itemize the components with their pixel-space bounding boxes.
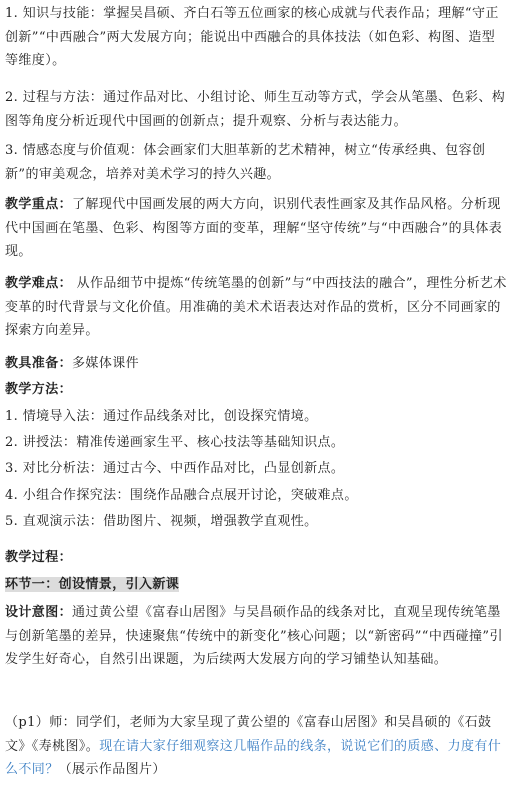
method-item: 1. 情境导入法：通过作品线条对比，创设探究情境。 — [5, 409, 318, 424]
section-one-title-row — [5, 573, 507, 597]
teacher-line-prefix: （p1）师：同学们，老师为大家呈现了黄公望的《富春山居图》和吴昌硕的《石鼓文》《寿桃图》。 — [5, 715, 492, 754]
key-points — [5, 193, 507, 264]
objective-process: 2. 过程与方法：通过作品对比、小组讨论、师生互动等方式，学会从笔墨、色彩、构图等角度分析近现代中国画的创新点；提升观察、分析与表达能力。 — [5, 90, 506, 129]
method-item: 4. 小组合作探究法：围绕作品融合点展开讨论，突破难点。 — [5, 488, 358, 503]
teacher-question: 现在请大家仔细观察这几幅作品的线条，说说它们的质感、力度有什么不同？ — [5, 738, 502, 777]
difficulties — [5, 272, 507, 343]
key-points-label: 教学重点： — [5, 197, 73, 212]
materials-label: 教具准备： — [5, 356, 73, 371]
teacher-line-suffix: （展示作品图片） — [58, 762, 166, 777]
materials-text: 多媒体课件 — [72, 356, 140, 371]
key-points-text: 了解现代中国画发展的两大方向，识别代表性画家及其作品风格。分析现代中国画在笔墨、色彩、构图等方面的变革，理解“坚守传统”与“中西融合”的具体表现。 — [5, 197, 503, 259]
method-item: 2. 讲授法：精准传递画家生平、核心技法等基础知识点。 — [5, 435, 345, 450]
design-intent — [5, 601, 507, 672]
design-intent-text: 通过黄公望《富春山居图》与吴昌硕作品的线条对比，直观呈现传统笔墨与创新笔墨的差异，快速聚焦“传统中的新变化”核心问题；以“新密码”“中西碰撞”引发学生好奇心，自然引出课题，为后续两大发展方向的学习铺垫认知基础。 — [5, 605, 503, 667]
design-intent-label: 设计意图： — [5, 605, 73, 620]
method-item: 5. 直观演示法：借助图片、视频，增强教学直观性。 — [5, 514, 318, 529]
process-heading: 教学过程： — [5, 550, 73, 565]
difficulties-label: 教学难点： — [5, 276, 73, 291]
teacher-line — [5, 711, 507, 782]
objective-knowledge: 1. 知识与技能：掌握吴昌硕、齐白石等五位画家的核心成就与代表作品；理解“守正创新”“中西融合”两大发展方向；能说出中西融合的具体技法（如色彩、构图、造型等维度）。 — [5, 6, 499, 68]
objective-attitude: 3. 情感态度与价值观：体会画家们大胆革新的艺术精神，树立“传承经典、包容创新”的审美观念，培养对美术学习的持久兴趣。 — [5, 143, 486, 182]
difficulties-text: 从作品细节中提炼“传统笔墨的创新”与“中西技法的融合”，理性分析艺术变革的时代背景与文化价值。用准确的美术术语表达对作品的赏析，区分不同画家的探索方向差异。 — [5, 276, 507, 338]
section-one-title: 环节一：创设情景，引入新课 — [5, 577, 180, 592]
materials — [5, 352, 507, 376]
method-item: 3. 对比分析法：通过古今、中西作品对比，凸显创新点。 — [5, 461, 345, 476]
methods-heading: 教学方法： — [5, 382, 73, 397]
